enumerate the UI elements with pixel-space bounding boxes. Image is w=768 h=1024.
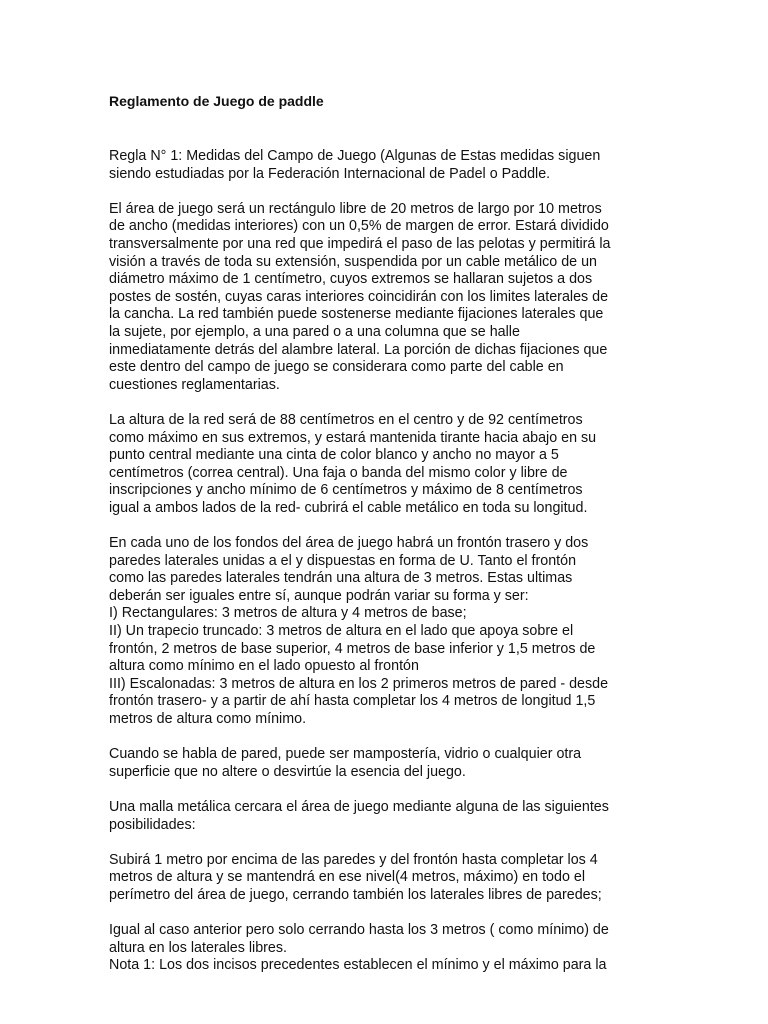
text-line: centímetros (correa central). Una faja o banda del mismo color y libre de: [109, 464, 568, 481]
text-line: posibilidades:: [109, 816, 196, 833]
text-line: altura en los laterales libres.: [109, 939, 288, 956]
paragraph: [109, 412, 669, 518]
text-line: transversalmente por una red que impedirá el paso de las pelotas y permitirá la: [109, 235, 611, 252]
text-line: superficie que no altere o desvirtúe la esencia del juego.: [109, 763, 466, 780]
text-line: visión a través de toda su extensión, suspendida por un cable metálico de un: [109, 253, 597, 270]
text-line: este dentro del campo de juego se considerara como parte del cable en: [109, 359, 564, 376]
paragraph: [109, 201, 669, 395]
paragraph: [109, 799, 669, 834]
text-line: frontón, 2 metros de base superior, 4 metros de base inferior y 1,5 metros de: [109, 640, 596, 657]
text-line: punto central mediante una cinta de color blanco y ancho no mayor a 5: [109, 447, 559, 464]
text-line: metros de altura y se mantendrá en ese nivel(4 metros, máximo) en todo el: [109, 869, 585, 886]
text-line: paredes laterales unidas a el y dispuestas en forma de U. Tanto el frontón: [109, 552, 577, 569]
text-line: Regla N° 1: Medidas del Campo de Juego (Algunas de Estas medidas siguen: [109, 148, 601, 164]
text-line: la cancha. La red también puede sostenerse mediante fijaciones laterales que: [109, 306, 604, 323]
text-line: deberán ser iguales entre sí, aunque podrán variar su forma y ser:: [109, 587, 529, 604]
text-line: I) Rectangulares: 3 metros de altura y 4 metros de base;: [109, 605, 467, 622]
text-line: siendo estudiadas por la Federación Internacional de Padel o Paddle.: [109, 165, 551, 182]
text-line: Igual al caso anterior pero solo cerrando hasta los 3 metros ( como mínimo) de: [109, 922, 609, 939]
text-line: Nota 1: Los dos incisos precedentes establecen el mínimo y el máximo para la: [109, 957, 607, 974]
text-line: III) Escalonadas: 3 metros de altura en los 2 primeros metros de pared - desde: [109, 675, 609, 692]
text-line: Cuando se habla de pared, puede ser mampostería, vidrio o cualquier otra: [109, 746, 582, 763]
text-line: Subirá 1 metro por encima de las paredes y del frontón hasta completar los 4: [109, 851, 598, 868]
paragraph: [109, 922, 669, 975]
text-line: como las paredes laterales tendrán una altura de 3 metros. Estas ultimas: [109, 570, 573, 587]
text-line: Una malla metálica cercara el área de juego mediante alguna de las siguientes: [109, 798, 609, 815]
document-body: [109, 148, 669, 975]
text-line: En cada uno de los fondos del área de juego habrá un frontón trasero y dos: [109, 535, 589, 552]
text-line: igual a ambos lados de la red- cubrirá el cable metálico en toda su longitud.: [109, 499, 588, 516]
document-title: Reglamento de Juego de paddle: [109, 93, 324, 109]
text-line: altura como mínimo en el lado opuesto al frontón: [109, 658, 419, 675]
paragraph: [109, 148, 669, 183]
text-line: como máximo en sus extremos, y estará mantenida tirante hacia abajo en su: [109, 429, 597, 446]
document-page: [109, 92, 669, 975]
paragraph: [109, 852, 669, 905]
text-line: la sujete, por ejemplo, a una pared o a una columna que se halle: [109, 323, 520, 340]
text-line: frontón trasero- y a partir de ahí hasta completar los 4 metros de longitud 1,5: [109, 693, 596, 710]
text-line: inscripciones y ancho mínimo de 6 centímetros y máximo de 8 centímetros: [109, 482, 583, 499]
paragraph: [109, 535, 669, 729]
text-line: La altura de la red será de 88 centímetros en el centro y de 92 centímetros: [109, 411, 583, 428]
text-line: metros de altura como mínimo.: [109, 711, 307, 727]
text-line: postes de sostén, cuyas caras interiores coincidirán con los limites laterales de: [109, 288, 609, 305]
text-line: inmediatamente detrás del alambre lateral. La porción de dichas fijaciones que: [109, 341, 608, 358]
text-line: de ancho (medidas interiores) con un 0,5% de margen de error. Estará dividido: [109, 218, 609, 235]
text-line: diámetro máximo de 1 centímetro, cuyos extremos se hallaran sujetos a dos: [109, 271, 593, 288]
text-line: II) Un trapecio truncado: 3 metros de altura en el lado que apoya sobre el: [109, 623, 574, 640]
text-line: perímetro del área de juego, cerrando también los laterales libres de paredes;: [109, 886, 602, 903]
paragraph: [109, 746, 669, 781]
text-line: El área de juego será un rectángulo libre de 20 metros de largo por 10 metros: [109, 200, 602, 217]
text-line: cuestiones reglamentarias.: [109, 376, 280, 393]
